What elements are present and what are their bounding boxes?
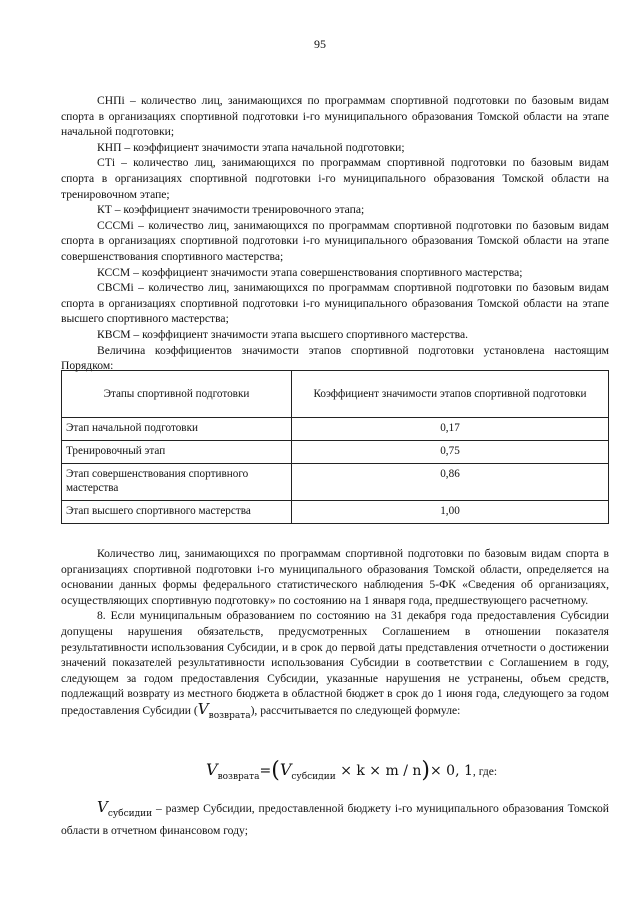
clause-8-tail: ), рассчитывается по следующей формуле:	[250, 703, 461, 717]
definition-kt: КТ – коэффициент значимости тренировочного этапа;	[97, 203, 365, 217]
table-row	[62, 418, 609, 441]
stage-cell: Этап совершенствования спортивного мастерства	[62, 464, 292, 501]
v-return-symbol: $V_{возврата}$	[197, 699, 251, 721]
return-formula: $V_{возврата}=(V_{субсидии} \times k \times m / n)\times 0$, 1, где:	[206, 758, 498, 783]
definitions-block	[61, 93, 609, 374]
coef-cell: 0,75	[292, 441, 609, 464]
coef-cell: 0,17	[292, 418, 609, 441]
formula-body: × k × m / n	[340, 763, 422, 779]
formula-v-return: $V_{возврата}$	[206, 760, 260, 783]
page-number: 95	[314, 37, 326, 51]
header-coefficient: Коэффициент значимости этапов спортивной подготовки	[292, 371, 609, 418]
definition-kvsm: КВСМ – коэффициент значимости этапа высшего спортивного мастерства.	[97, 327, 469, 341]
v-subsidy-symbol: $V_{субсидии}$	[97, 798, 153, 819]
definition-st: СТi – количество лиц, занимающихся по программам спортивной подготовки по базовым видам спорта в организациях спортивной подготовки i-го муниципального образования Томской области на тренировочном этапе;	[61, 156, 609, 201]
table-row	[62, 464, 609, 501]
stage-cell: Этап высшего спортивного мастерства	[62, 501, 292, 524]
table-row	[62, 441, 609, 464]
formula-end: × 0, 1	[430, 763, 473, 779]
formula-where: , где:	[472, 765, 498, 778]
stage-cell: Тренировочный этап	[62, 441, 292, 464]
coefficients-table	[61, 370, 609, 524]
v-subsidy-description: – размер Субсидии, предоставленной бюджету i-го муниципального образования Томской области в отчетном финансовом году;	[61, 802, 609, 837]
coef-cell: 0,86	[292, 464, 609, 501]
coef-cell: 1,00	[292, 501, 609, 524]
clause-8-paragraph	[61, 608, 609, 724]
definition-svsm: СВСМi – количество лиц, занимающихся по программам спортивной подготовки по базовым видам спорта в организациях спортивной подготовки i-го муниципального образования Томской области на этапе высшего спортивного мастерства;	[61, 281, 609, 326]
formula-v-subsidy: $V_{субсидии}$	[279, 760, 336, 783]
definition-snp: СНПi – количество лиц, занимающихся по программам спортивной подготовки по базовым видам спорта в организациях спортивной подготовки i-го муниципального образования Томской области на этапе начальной подготовки;	[61, 94, 609, 139]
table-row	[62, 501, 609, 524]
definition-knp: КНП – коэффициент значимости этапа начальной подготовки;	[97, 140, 405, 154]
formula-equals: =	[259, 763, 272, 779]
variable-description	[61, 800, 609, 838]
stage-cell: Этап начальной подготовки	[62, 418, 292, 441]
clause-8-text: 8. Если муниципальным образованием по состоянию на 31 декабря года предоставления Субсидии допущены нарушения обязательств, предусмотренных Соглашением в отношении показателя результативности использования Субсидии, и в срок до первой даты представления отчетности о достижении значений показателей результативности использования Субсидии в соответствии с Соглашением в году, следующем за годом предоставления Субсидии, указанные нарушения не устранены, объем средств, подлежащий возврату из местного бюджета в областной бюджет в срок до 1 июня года, следующего за годом предоставления Субсидии (	[61, 609, 609, 717]
table-header-row	[62, 371, 609, 418]
count-paragraph: Количество лиц, занимающихся по программам спортивной подготовки по базовым видам спорта в организациях спортивной подготовки i-го муниципального образования Томской области, определяется на основании данных формы федерального статистического наблюдения 5-ФК «Сведения об организациях, осуществляющих спортивную подготовку» по состоянию на 1 января года, предшествующего расчетному.	[61, 547, 609, 607]
coefficients-intro: Величина коэффициентов значимости этапов спортивной подготовки установлена настоящим Порядком:	[61, 343, 609, 373]
body-block	[61, 546, 609, 725]
definition-kssm: КССМ – коэффициент значимости этапа совершенствования спортивного мастерства;	[97, 265, 523, 279]
definition-sssm: СССМi – количество лиц, занимающихся по программам спортивной подготовки по базовым видам спорта в организациях спортивной подготовки i-го муниципального образования Томской области на этапе совершенствования спортивного мастерства;	[61, 218, 609, 263]
header-stages: Этапы спортивной подготовки	[62, 371, 292, 418]
